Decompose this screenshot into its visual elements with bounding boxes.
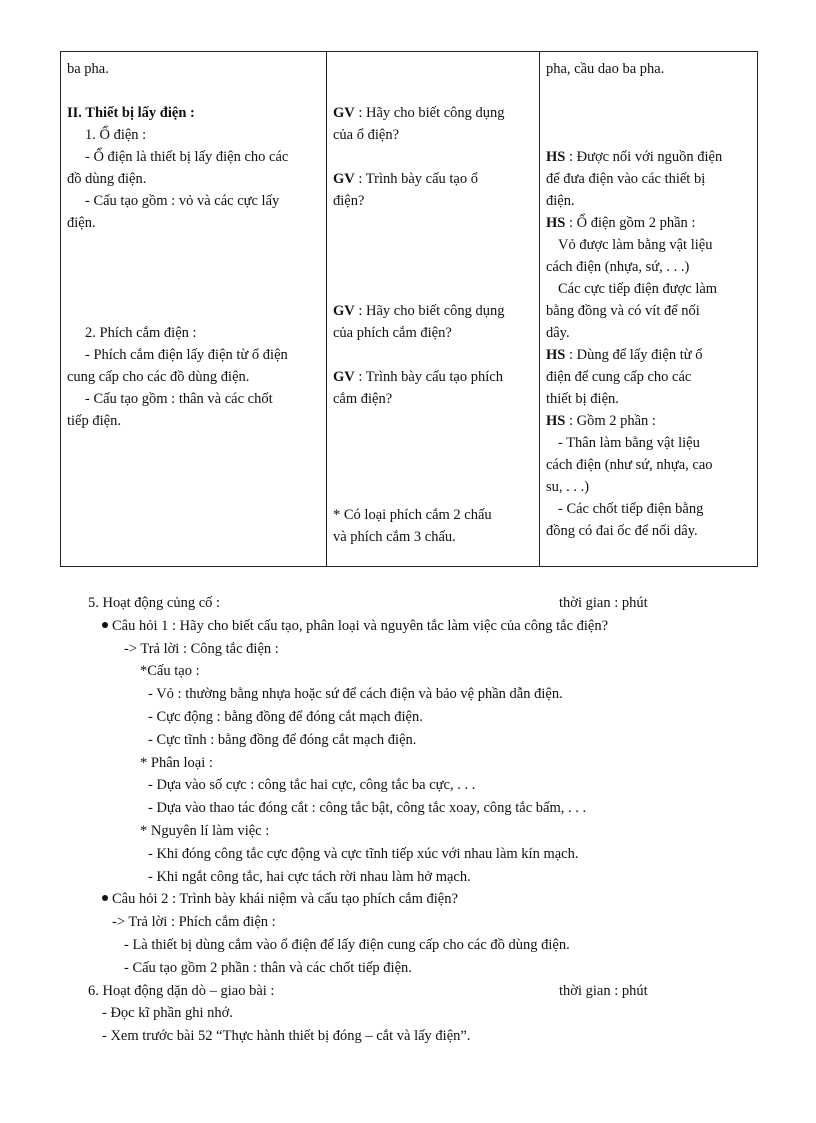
student-answer-text: điện. — [546, 193, 575, 209]
consolidation-heading: 5. Hoạt động củng cố : — [88, 595, 221, 611]
plug-line: tiếp điện. — [67, 413, 121, 429]
teacher-question — [333, 168, 533, 212]
structure-item: - Vỏ : thường bằng nhựa hoặc sứ để cách điện và bảo vệ phần dẫn điện. — [148, 686, 563, 703]
student-answer-text: cách điện (nhựa, sứ, . . .) — [546, 259, 690, 275]
student-continuation: pha, cầu dao ba pha. — [546, 61, 665, 77]
student-answer-text: su, . . .) — [546, 479, 590, 495]
teacher-label: GV — [333, 105, 355, 121]
principle-heading: * Nguyên lí làm việc : — [140, 822, 270, 839]
question-2-line: - Là thiết bị dùng cắm vào ổ điện để lấy điện cung cấp cho các đồ dùng điện. — [124, 936, 570, 953]
teacher-question-text: : Hãy cho biết công dụng — [354, 105, 505, 121]
bullet-icon — [102, 895, 108, 901]
teacher-note-text: và phích cắm 3 chấu. — [333, 529, 456, 545]
question-1-text: Câu hỏi 1 : Hãy cho biết cấu tạo, phân loại và nguyên tắc làm việc của công tắc điện? — [112, 617, 609, 634]
student-label: HS — [546, 149, 566, 165]
section-title: II. Thiết bị lấy điện : — [67, 105, 195, 121]
question-2-line: - Cấu tạo gồm 2 phần : thân và các chốt tiếp điện. — [124, 959, 412, 976]
student-answer-text: thiết bị điện. — [546, 391, 619, 407]
classification-item: - Dựa vào thao tác đóng cắt : công tắc bật, công tắc xoay, công tắc bấm, . . . — [148, 800, 587, 817]
student-answer-text: Vỏ được làm bằng vật liệu — [558, 237, 713, 253]
socket-line: đồ dùng điện. — [67, 171, 147, 187]
structure-item: - Cực tĩnh : bằng đồng để đóng cắt mạch điện. — [148, 731, 417, 748]
homework-item: - Đọc kĩ phần ghi nhớ. — [102, 1005, 233, 1022]
question-1 — [88, 615, 748, 638]
student-answer-text: bằng đồng và có vít để nối — [546, 303, 700, 319]
plug-heading: 2. Phích cắm điện : — [85, 325, 197, 341]
student-answer-text: Các cực tiếp điện được làm — [558, 281, 718, 297]
teacher-question-text: của phích cắm điện? — [333, 325, 452, 341]
consolidation-heading-row — [88, 592, 748, 615]
consolidation-time: thời gian : phút — [559, 595, 648, 611]
student-label: HS — [546, 215, 566, 231]
teacher-question-text: của ổ điện? — [333, 127, 400, 143]
question-1-answer: -> Trả lời : Công tắc điện : — [124, 640, 279, 657]
student-column — [540, 52, 758, 567]
classification-item: - Dựa vào số cực : công tắc hai cực, công tắc ba cực, . . . — [148, 777, 476, 794]
teacher-question-text: : Trình bày cấu tạo phích — [354, 369, 503, 385]
structure-item: - Cực động : bằng đồng để đóng cắt mạch điện. — [148, 708, 423, 725]
bullet-icon — [102, 622, 108, 628]
plug-line: cung cấp cho các đồ dùng điện. — [67, 369, 250, 385]
socket-heading: 1. Ổ điện : — [85, 127, 147, 143]
lesson-table — [60, 51, 758, 567]
socket-line: - Ổ điện là thiết bị lấy điện cho các — [85, 149, 289, 165]
socket-line: điện. — [67, 215, 96, 231]
classification-heading: * Phân loại : — [140, 754, 213, 771]
teacher-label: GV — [333, 171, 355, 187]
student-answer-text: : Gồm 2 phần : — [565, 413, 656, 429]
activities-section — [88, 592, 748, 1048]
homework-heading: 6. Hoạt động dặn dò – giao bài : — [88, 982, 275, 999]
teacher-note — [333, 504, 533, 548]
teacher-question — [333, 366, 533, 410]
question-2-text: Câu hỏi 2 : Trình bày khái niệm và cấu tạo phích cắm điện? — [112, 891, 458, 908]
teacher-label: GV — [333, 303, 355, 319]
content-column — [61, 52, 327, 567]
student-answer — [546, 146, 751, 542]
teacher-question-text: : Trình bày cấu tạo ổ — [354, 171, 478, 187]
socket-line: - Cấu tạo gồm : vỏ và các cực lấy — [85, 193, 280, 209]
teacher-question — [333, 300, 533, 344]
student-answer-text: : Ổ điện gồm 2 phần : — [565, 215, 696, 231]
student-label: HS — [546, 347, 566, 363]
principle-item: - Khi ngắt công tắc, hai cực tách rời nhau làm hở mạch. — [148, 868, 471, 885]
student-answer-text: - Thân làm bằng vật liệu — [558, 435, 700, 451]
question-2-answer: -> Trả lời : Phích cắm điện : — [112, 914, 276, 931]
student-answer-text: điện để cung cấp cho các — [546, 369, 692, 385]
student-answer-text: : Được nối với nguồn điện — [565, 149, 723, 165]
teacher-note-text: * Có loại phích cắm 2 chấu — [333, 507, 492, 523]
structure-heading: *Cấu tạo : — [140, 663, 200, 680]
teacher-question-text: : Hãy cho biết công dụng — [354, 303, 505, 319]
student-answer-text: đồng có đai ốc để nối dây. — [546, 523, 698, 539]
homework-time: thời gian : phút — [559, 982, 648, 999]
content-continuation: ba pha. — [67, 61, 109, 77]
teacher-label: GV — [333, 369, 355, 385]
principle-item: - Khi đóng công tắc cực động và cực tĩnh tiếp xúc với nhau làm kín mạch. — [148, 845, 579, 862]
homework-heading-row — [88, 980, 748, 1003]
teacher-question — [333, 102, 533, 146]
question-2 — [88, 888, 748, 911]
plug-line: - Phích cắm điện lấy điện từ ổ điện — [85, 347, 288, 363]
teacher-question-text: cắm điện? — [333, 391, 393, 407]
teacher-question-text: điện? — [333, 193, 365, 209]
homework-item: - Xem trước bài 52 “Thực hành thiết bị đóng – cắt và lấy điện”. — [102, 1028, 471, 1045]
teacher-column — [327, 52, 540, 567]
student-answer-text: cách điện (như sứ, nhựa, cao — [546, 457, 713, 473]
student-answer-text: - Các chốt tiếp điện bằng — [558, 501, 704, 517]
student-label: HS — [546, 413, 566, 429]
plug-line: - Cấu tạo gồm : thân và các chốt — [85, 391, 273, 407]
student-answer-text: để đưa điện vào các thiết bị — [546, 171, 706, 187]
student-answer-text: dây. — [546, 325, 570, 341]
student-answer-text: : Dùng để lấy điện từ ổ — [565, 347, 703, 363]
